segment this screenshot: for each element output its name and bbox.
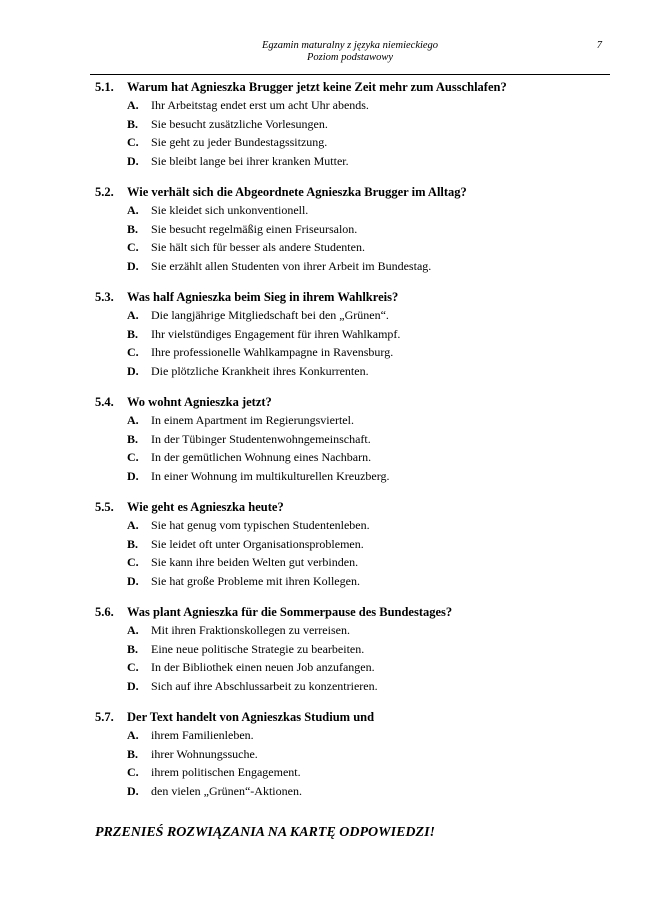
option-c — [95, 238, 615, 257]
question-text: Wie geht es Agnieszka heute? — [127, 500, 284, 514]
option-c — [95, 448, 615, 467]
question-5-5 — [95, 498, 615, 590]
option-text: Sie leidet oft unter Organisationsproblemen. — [151, 536, 364, 551]
option-text: Ihr vielstündiges Engagement für ihren Wahlkampf. — [151, 326, 401, 341]
option-text: Sie kann ihre beiden Welten gut verbinden. — [151, 555, 359, 569]
option-text: Mit ihren Fraktionskollegen zu verreisen. — [151, 623, 350, 637]
option-text: In der Bibliothek einen neuen Job anzufangen. — [151, 660, 375, 674]
option-letter: B. — [127, 746, 139, 761]
option-text: In einem Apartment im Regierungsviertel. — [151, 413, 354, 427]
header-title — [90, 40, 610, 64]
question-text: Wie verhält sich die Abgeordnete Agnieszka Brugger im Alltag? — [127, 185, 467, 199]
option-text: Die langjährige Mitgliedschaft bei den „Grünen“. — [151, 308, 389, 322]
option-letter: B. — [127, 431, 139, 446]
option-letter: C. — [127, 660, 139, 674]
option-letter: A. — [127, 518, 139, 532]
option-b — [95, 115, 615, 134]
question-number: 5.7. — [95, 710, 114, 724]
option-letter: A. — [127, 98, 139, 112]
page-number: 7 — [596, 40, 602, 51]
question-number: 5.6. — [95, 605, 114, 619]
header-level: Poziom podstawowy — [306, 52, 394, 63]
option-letter: D. — [127, 258, 139, 273]
option-letter: D. — [127, 363, 139, 378]
question-text: Warum hat Agnieszka Brugger jetzt keine Zeit mehr zum Ausschlafen? — [127, 80, 507, 94]
option-text: In der Tübinger Studentenwohngemeinschaft. — [151, 431, 371, 446]
option-text: Die plötzliche Krankheit ihres Konkurrenten. — [151, 363, 369, 378]
question-number: 5.4. — [95, 395, 114, 409]
option-letter: B. — [127, 641, 139, 656]
question-5-3 — [95, 288, 615, 380]
option-d — [95, 572, 615, 591]
option-text: ihrer Wohnungssuche. — [151, 746, 258, 761]
questions-list — [95, 78, 615, 813]
page-header — [90, 38, 610, 75]
option-letter: C. — [127, 135, 139, 149]
question-5-6 — [95, 603, 615, 695]
option-letter: A. — [127, 623, 139, 637]
option-text: Sie kleidet sich unkonventionell. — [151, 203, 309, 217]
option-text: Sie hat genug vom typischen Studentenleben. — [151, 518, 370, 532]
option-text: Sie geht zu jeder Bundestagssitzung. — [151, 135, 328, 149]
header-exam-name: Egzamin maturalny z języka niemieckiego — [261, 40, 439, 51]
option-c — [95, 553, 615, 572]
option-text: Sie besucht zusätzliche Vorlesungen. — [151, 116, 328, 131]
option-text: Sie hält sich für besser als andere Studenten. — [151, 240, 365, 254]
question-text: Wo wohnt Agnieszka jetzt? — [127, 395, 272, 409]
question-number: 5.5. — [95, 500, 114, 514]
option-letter: D. — [127, 153, 139, 168]
option-letter: D. — [127, 468, 139, 483]
option-text: Sich auf ihre Abschlussarbeit zu konzentrieren. — [151, 678, 378, 693]
option-letter: C. — [127, 240, 139, 254]
option-d — [95, 152, 615, 171]
option-letter: B. — [127, 221, 139, 236]
option-d — [95, 677, 615, 696]
question-text: Der Text handelt von Agnieszkas Studium und — [127, 710, 375, 724]
option-d — [95, 362, 615, 381]
option-letter: C. — [127, 345, 139, 359]
option-a — [95, 201, 615, 220]
option-letter: C. — [127, 450, 139, 464]
question-5-7 — [95, 708, 615, 800]
option-c — [95, 658, 615, 677]
option-letter: B. — [127, 326, 139, 341]
option-b — [95, 640, 615, 659]
option-letter: A. — [127, 308, 139, 322]
option-a — [95, 516, 615, 535]
option-a — [95, 726, 615, 745]
option-text: Sie erzählt allen Studenten von ihrer Arbeit im Bundestag. — [151, 258, 432, 273]
option-b — [95, 745, 615, 764]
question-5-2 — [95, 183, 615, 275]
option-a — [95, 411, 615, 430]
option-letter: C. — [127, 765, 139, 779]
option-b — [95, 430, 615, 449]
option-c — [95, 763, 615, 782]
option-letter: A. — [127, 203, 139, 217]
option-text: den vielen „Grünen“-Aktionen. — [151, 783, 302, 798]
option-letter: B. — [127, 116, 139, 131]
option-letter: C. — [127, 555, 139, 569]
option-letter: A. — [127, 413, 139, 427]
option-text: Sie hat große Probleme mit ihren Kollegen. — [151, 573, 360, 588]
option-text: In der gemütlichen Wohnung eines Nachbarn. — [151, 450, 372, 464]
option-letter: D. — [127, 678, 139, 693]
option-text: Ihre professionelle Wahlkampagne in Ravensburg. — [151, 345, 394, 359]
option-a — [95, 96, 615, 115]
option-text: Ihr Arbeitstag endet erst um acht Uhr abends. — [151, 98, 369, 112]
option-a — [95, 306, 615, 325]
option-b — [95, 325, 615, 344]
option-c — [95, 343, 615, 362]
question-text: Was half Agnieszka beim Sieg in ihrem Wahlkreis? — [127, 290, 399, 304]
option-text: Sie bleibt lange bei ihrer kranken Mutter. — [151, 153, 349, 168]
option-text: ihrem Familienleben. — [151, 728, 254, 742]
answer-sheet-instruction: PRZENIEŚ ROZWIĄZANIA NA KARTĘ ODPOWIEDZI! — [95, 825, 435, 840]
question-number: 5.3. — [95, 290, 114, 304]
option-d — [95, 782, 615, 801]
option-text: In einer Wohnung im multikulturellen Kreuzberg. — [151, 468, 390, 483]
question-number: 5.2. — [95, 185, 114, 199]
question-text: Was plant Agnieszka für die Sommerpause des Bundestages? — [127, 605, 453, 619]
option-text: Sie besucht regelmäßig einen Friseursalon. — [151, 221, 358, 236]
option-a — [95, 621, 615, 640]
option-c — [95, 133, 615, 152]
option-b — [95, 535, 615, 554]
option-text: ihrem politischen Engagement. — [151, 765, 301, 779]
question-5-1 — [95, 78, 615, 170]
option-letter: A. — [127, 728, 139, 742]
option-text: Eine neue politische Strategie zu bearbeiten. — [151, 641, 365, 656]
option-d — [95, 467, 615, 486]
option-letter: D. — [127, 783, 139, 798]
option-d — [95, 257, 615, 276]
option-b — [95, 220, 615, 239]
question-number: 5.1. — [95, 80, 114, 94]
option-letter: D. — [127, 573, 139, 588]
option-letter: B. — [127, 536, 139, 551]
question-5-4 — [95, 393, 615, 485]
